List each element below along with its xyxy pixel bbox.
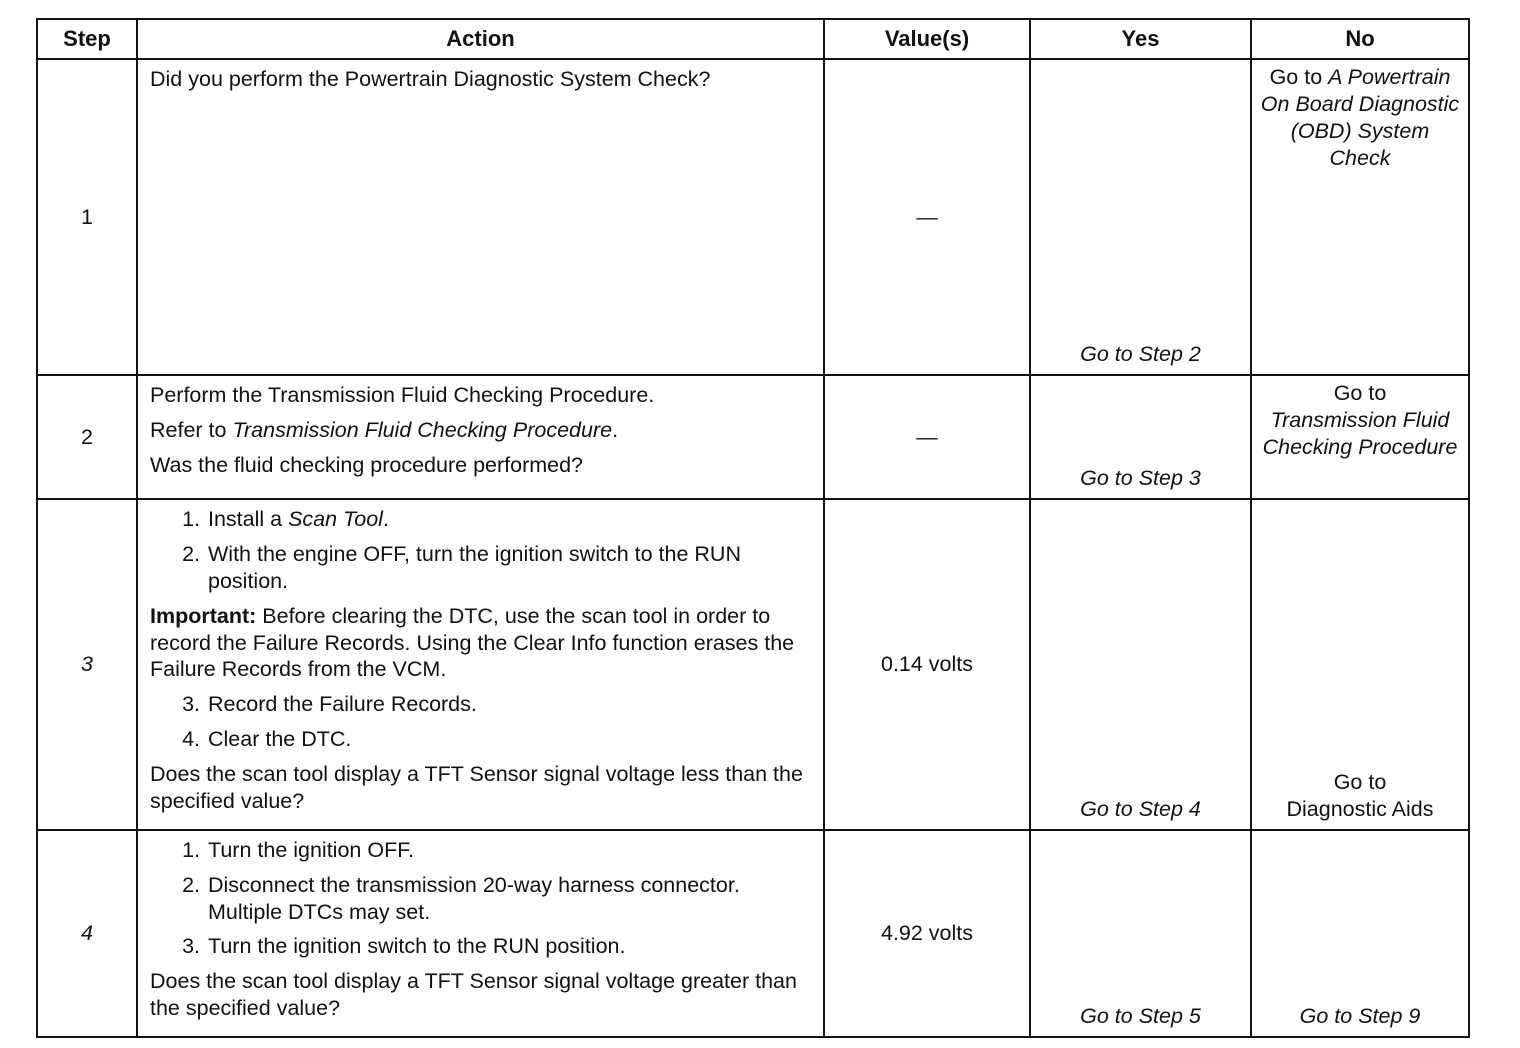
header-yes: Yes [1030, 19, 1251, 59]
no-cell [1251, 375, 1469, 499]
action-step-item: 4. Clear the DTC. [206, 726, 803, 753]
action-reference [150, 417, 803, 444]
table-row [37, 59, 1469, 375]
action-step-item: 2. Disconnect the transmission 20-way harness connector. Multiple DTCs may set. [206, 872, 803, 926]
reference-suffix: . [612, 417, 619, 442]
step-number: 2 [37, 375, 137, 499]
action-question: Does the scan tool display a TFT Sensor signal voltage greater than the specified value? [150, 969, 797, 1021]
action-step-item: 3. Record the Failure Records. [206, 691, 803, 718]
no-target: Diagnostic Aids [1286, 796, 1434, 821]
yes-cell: Go to Step 3 [1030, 375, 1251, 499]
value-cell: — [824, 59, 1030, 375]
step-text-link: Scan Tool [288, 507, 383, 531]
reference-prefix: Refer to [150, 417, 227, 442]
header-action: Action [137, 19, 824, 59]
step-text-prefix: Install a [208, 507, 283, 531]
step-text-suffix: . [382, 507, 389, 531]
step-number: 1 [37, 59, 137, 375]
table-header [37, 19, 1469, 59]
table-row [37, 499, 1469, 830]
action-cell [137, 59, 824, 375]
no-link: A Powertrain On Board Diagnostic (OBD) System Check [1260, 65, 1460, 170]
no-cell [1251, 499, 1469, 830]
action-question: Was the fluid checking procedure performed? [150, 452, 584, 477]
table-body [37, 59, 1469, 1037]
no-link: Transmission Fluid Checking Procedure [1262, 407, 1458, 459]
diagnostic-table [36, 18, 1470, 1038]
value-cell: — [824, 375, 1030, 499]
action-text: Perform the Transmission Fluid Checking Procedure. [150, 383, 655, 407]
yes-cell: Go to Step 5 [1030, 830, 1251, 1037]
table-row [37, 830, 1469, 1037]
yes-cell: Go to Step 4 [1030, 499, 1251, 830]
no-cell [1251, 59, 1469, 375]
important-text: Before clearing the DTC, use the scan tool in order to record the Failure Records. Using the Clear Info function erases the Failure Records from the VCM. [150, 603, 795, 682]
action-cell [137, 499, 824, 830]
action-cell [137, 375, 824, 499]
action-step-item: 3. Turn the ignition switch to the RUN position. [206, 933, 803, 960]
no-prefix: Go to [1269, 65, 1323, 89]
reference-link: Transmission Fluid Checking Procedure [232, 417, 613, 442]
header-values: Value(s) [824, 19, 1030, 59]
important-note [150, 603, 803, 684]
no-cell: Go to Step 9 [1251, 830, 1469, 1037]
action-question: Does the scan tool display a TFT Sensor signal voltage less than the specified value? [150, 762, 803, 813]
header-no: No [1251, 19, 1469, 59]
diagnostic-page [36, 18, 1468, 1028]
action-step-item [206, 506, 803, 533]
action-steps [150, 837, 803, 961]
header-row [37, 19, 1469, 59]
action-cell [137, 830, 824, 1037]
table-row [37, 375, 1469, 499]
step-number: 4 [37, 830, 137, 1037]
important-label: Important: [150, 603, 257, 628]
header-step: Step [37, 19, 137, 59]
no-prefix: Go to [1333, 381, 1387, 405]
value-cell: 4.92 volts [824, 830, 1030, 1037]
action-steps [150, 506, 803, 595]
yes-cell: Go to Step 2 [1030, 59, 1251, 375]
action-step-item: 1. Turn the ignition OFF. [206, 837, 803, 864]
action-steps [150, 691, 803, 753]
action-step-item: 2. With the engine OFF, turn the ignition switch to the RUN position. [206, 541, 803, 595]
value-cell: 0.14 volts [824, 499, 1030, 830]
step-number: 3 [37, 499, 137, 830]
no-prefix: Go to [1333, 770, 1387, 794]
action-text: Did you perform the Powertrain Diagnostic System Check? [150, 67, 711, 91]
